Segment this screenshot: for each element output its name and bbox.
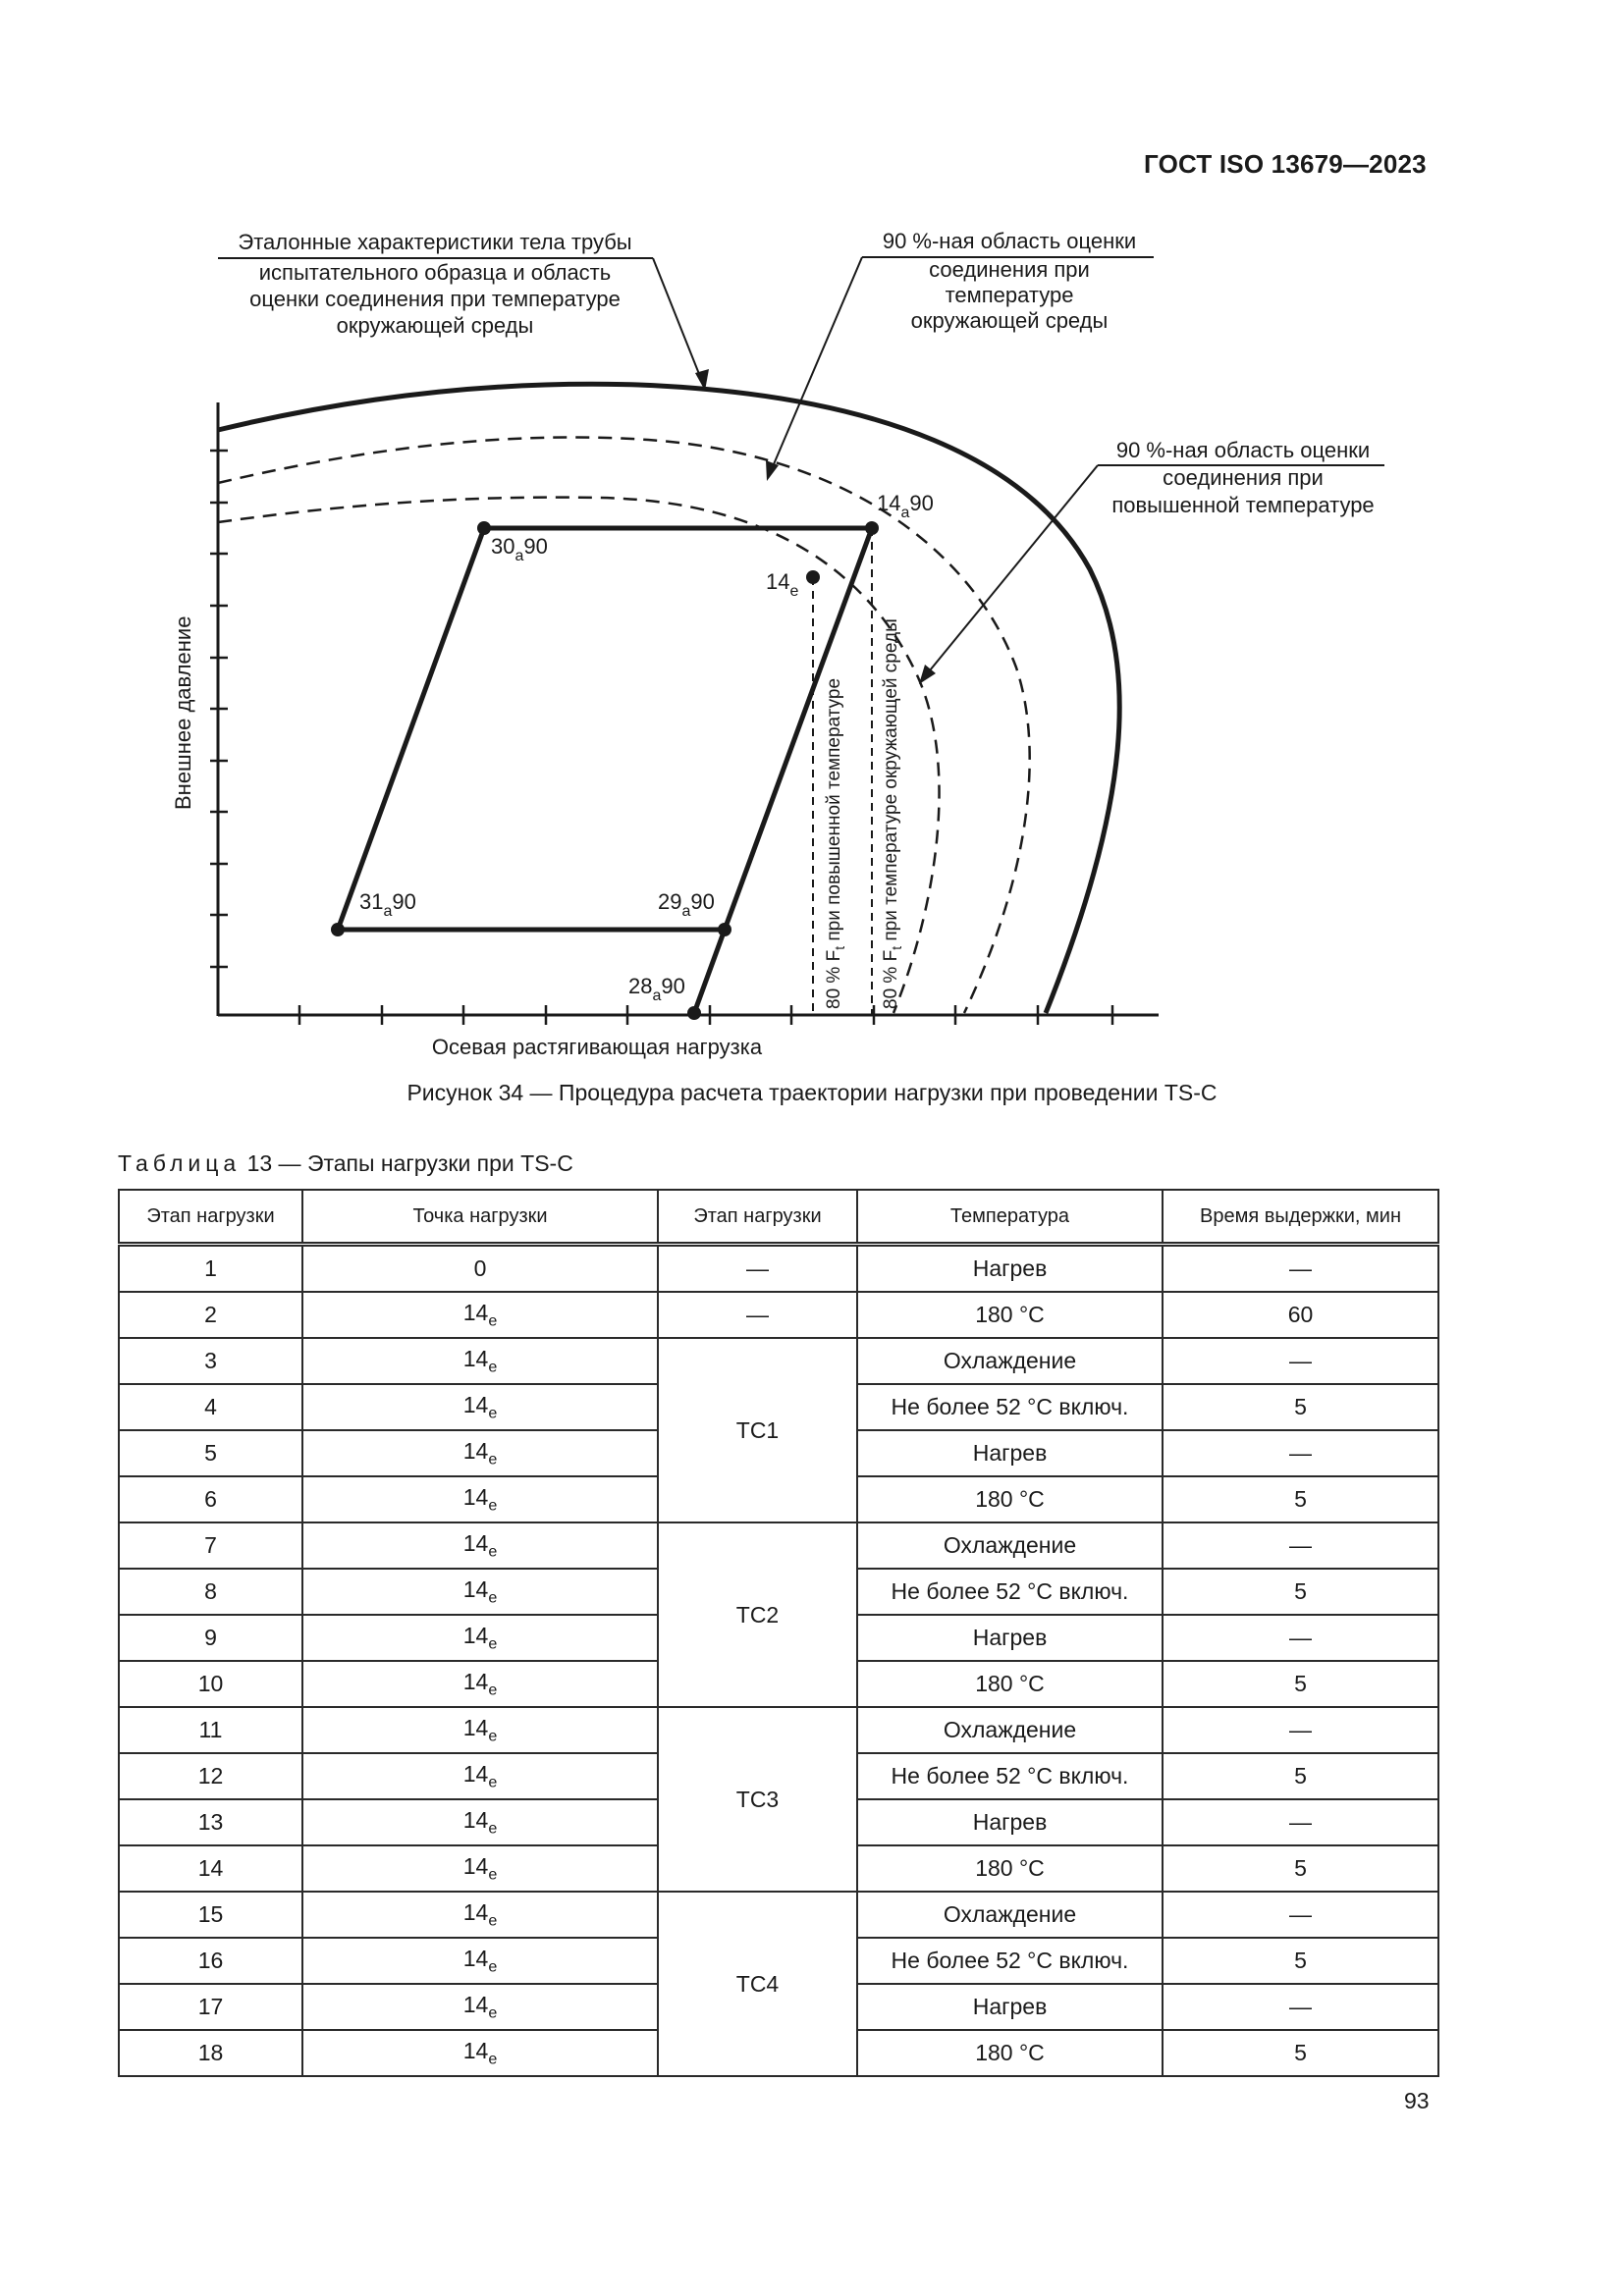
svg-text:90 %-ная область оценки: 90 %-ная область оценки — [882, 229, 1137, 253]
cell-stage: 2 — [119, 1292, 302, 1338]
callout-ambient — [766, 229, 1154, 481]
table-title-word: Таблица — [118, 1150, 242, 1176]
cell-stage: 11 — [119, 1707, 302, 1753]
cell-temperature: Охлаждение — [857, 1892, 1163, 1938]
cell-temperature: Охлаждение — [857, 1522, 1163, 1569]
load-path-figure — [0, 0, 1624, 1070]
table-header-row — [119, 1190, 1438, 1245]
cell-hold-time: — — [1163, 1707, 1438, 1753]
cell-hold-time: 5 — [1163, 1569, 1438, 1615]
table-row — [119, 1522, 1438, 1569]
cell-temperature: Не более 52 °C включ. — [857, 1569, 1163, 1615]
callout-pipe-body — [218, 230, 709, 391]
point-30a90 — [477, 521, 491, 535]
cell-hold-time: — — [1163, 1615, 1438, 1661]
cell-temperature: 180 °C — [857, 1476, 1163, 1522]
cell-hold-time: 5 — [1163, 2030, 1438, 2076]
cell-point: $14_e$ — [302, 1569, 658, 1615]
cell-point: $14_e$ — [302, 1615, 658, 1661]
cell-point: 0 — [302, 1245, 658, 1293]
cell-point: $14_e$ — [302, 1845, 658, 1892]
cell-point: $14_e$ — [302, 1938, 658, 1984]
cell-point: $14_e$ — [302, 1753, 658, 1799]
col-header-temperature: Температура — [857, 1190, 1163, 1245]
cell-point: $14_e$ — [302, 1430, 658, 1476]
cell-temperature: 180 °C — [857, 1845, 1163, 1892]
cell-point: $14_e$ — [302, 1476, 658, 1522]
label-28a90: $28_a90$ — [628, 974, 685, 1004]
point-31a90 — [331, 923, 345, 936]
cell-stage: 10 — [119, 1661, 302, 1707]
cell-cycle: TC2 — [658, 1522, 857, 1707]
cell-temperature: Охлаждение — [857, 1707, 1163, 1753]
label-29a90: $29_a90$ — [658, 889, 715, 920]
col-header-point: Точка нагрузки — [302, 1190, 658, 1245]
col-header-hold-time: Время выдержки, мин — [1163, 1190, 1438, 1245]
cell-stage: 3 — [119, 1338, 302, 1384]
cell-cycle: TC3 — [658, 1707, 857, 1892]
cell-hold-time: — — [1163, 1338, 1438, 1384]
cell-temperature: Не более 52 °C включ. — [857, 1384, 1163, 1430]
document-header: ГОСТ ISO 13679—2023 — [1144, 149, 1427, 179]
point-29a90 — [718, 923, 731, 936]
table-row — [119, 1292, 1438, 1338]
table-row — [119, 1338, 1438, 1384]
x-axis-label: Осевая растягивающая нагрузка — [431, 1035, 763, 1059]
col-header-stage: Этап нагрузки — [119, 1190, 302, 1245]
cell-temperature: 180 °C — [857, 1292, 1163, 1338]
svg-text:повышенной температуре: повышенной температуре — [1111, 493, 1375, 517]
cell-temperature: 180 °C — [857, 2030, 1163, 2076]
cell-point: $14_e$ — [302, 1338, 658, 1384]
cell-point: $14_e$ — [302, 2030, 658, 2076]
table-title — [118, 1150, 573, 1177]
cell-temperature: Нагрев — [857, 1799, 1163, 1845]
svg-text:окружающей среды: окружающей среды — [910, 308, 1109, 333]
cell-hold-time: 5 — [1163, 1661, 1438, 1707]
cell-hold-time: — — [1163, 1245, 1438, 1293]
cell-point: $14_e$ — [302, 1661, 658, 1707]
figure-caption: Рисунок 34 — Процедура расчета траектории нагрузки при проведении TS-C — [406, 1080, 1218, 1105]
cell-stage: 1 — [119, 1245, 302, 1293]
load-path — [338, 528, 872, 1013]
cell-temperature: Нагрев — [857, 1984, 1163, 2030]
cell-point: $14_e$ — [302, 1799, 658, 1845]
cell-stage: 5 — [119, 1430, 302, 1476]
cell-hold-time: 5 — [1163, 1753, 1438, 1799]
cell-stage: 18 — [119, 2030, 302, 2076]
cell-point: $14_e$ — [302, 1892, 658, 1938]
table-row — [119, 1245, 1438, 1293]
cell-hold-time: — — [1163, 1892, 1438, 1938]
cell-hold-time: — — [1163, 1430, 1438, 1476]
cell-temperature: Не более 52 °C включ. — [857, 1753, 1163, 1799]
cell-hold-time: 5 — [1163, 1845, 1438, 1892]
label-31a90: $31_a90$ — [359, 889, 416, 920]
cell-point: $14_e$ — [302, 1984, 658, 2030]
cell-temperature: Охлаждение — [857, 1338, 1163, 1384]
label-30a90: $30_a90$ — [491, 534, 548, 564]
cell-stage: 13 — [119, 1799, 302, 1845]
cell-cycle: — — [658, 1292, 857, 1338]
point-14a90 — [865, 521, 879, 535]
cell-hold-time: — — [1163, 1799, 1438, 1845]
cell-stage: 17 — [119, 1984, 302, 2030]
cell-hold-time: 60 — [1163, 1292, 1438, 1338]
svg-text:испытательного образца и облас: испытательного образца и область — [258, 260, 612, 285]
svg-text:температуре: температуре — [945, 283, 1074, 307]
cell-temperature: Нагрев — [857, 1430, 1163, 1476]
cell-stage: 16 — [119, 1938, 302, 1984]
page-number: 93 — [1404, 2088, 1430, 2113]
cell-stage: 4 — [119, 1384, 302, 1430]
col-header-cycle: Этап нагрузки — [658, 1190, 857, 1245]
svg-text:соединения при: соединения при — [929, 257, 1090, 282]
cell-point: $14_e$ — [302, 1707, 658, 1753]
label-14e: $14_e$ — [766, 569, 799, 600]
point-28a90 — [687, 1006, 701, 1020]
cell-hold-time: 5 — [1163, 1384, 1438, 1430]
cell-hold-time: — — [1163, 1522, 1438, 1569]
y-axis-label: Внешнее давление — [171, 615, 195, 810]
cell-cycle: TC4 — [658, 1892, 857, 2076]
svg-text:соединения при: соединения при — [1163, 465, 1324, 490]
svg-text:оценки соединения при температ: оценки соединения при температуре — [249, 287, 621, 311]
cell-point: $14_e$ — [302, 1292, 658, 1338]
table-title-rest: 13 — Этапы нагрузки при TS-C — [246, 1150, 573, 1176]
cell-hold-time: — — [1163, 1984, 1438, 2030]
load-stages-table — [118, 1189, 1439, 2077]
pipe-body-envelope — [218, 384, 1119, 1013]
cell-temperature: 180 °C — [857, 1661, 1163, 1707]
cell-temperature: Не более 52 °C включ. — [857, 1938, 1163, 1984]
cell-stage: 9 — [119, 1615, 302, 1661]
cell-temperature: Нагрев — [857, 1615, 1163, 1661]
cell-stage: 7 — [119, 1522, 302, 1569]
table-row — [119, 1892, 1438, 1938]
label-14a90: $14_a90$ — [877, 491, 934, 521]
callout-elevated — [919, 438, 1384, 684]
cell-stage: 8 — [119, 1569, 302, 1615]
cell-hold-time: 5 — [1163, 1476, 1438, 1522]
svg-text:окружающей среды: окружающей среды — [336, 313, 534, 338]
cell-stage: 6 — [119, 1476, 302, 1522]
svg-text:Эталонные характеристики тела: Эталонные характеристики тела трубы — [238, 230, 632, 254]
cell-stage: 15 — [119, 1892, 302, 1938]
cell-cycle: TC1 — [658, 1338, 857, 1522]
label-80-elevated: 80 % $F_t$ при повышенной температуре — [824, 677, 847, 1009]
table-row — [119, 1707, 1438, 1753]
cell-temperature: Нагрев — [857, 1245, 1163, 1293]
cell-stage: 12 — [119, 1753, 302, 1799]
label-80-ambient: 80 % $F_t$ при температуре окружающей среды — [881, 618, 904, 1009]
cell-point: $14_e$ — [302, 1522, 658, 1569]
svg-text:90 %-ная область оценки: 90 %-ная область оценки — [1115, 438, 1371, 462]
cell-point: $14_e$ — [302, 1384, 658, 1430]
cell-cycle: — — [658, 1245, 857, 1293]
point-14e — [806, 570, 820, 584]
cell-hold-time: 5 — [1163, 1938, 1438, 1984]
cell-stage: 14 — [119, 1845, 302, 1892]
